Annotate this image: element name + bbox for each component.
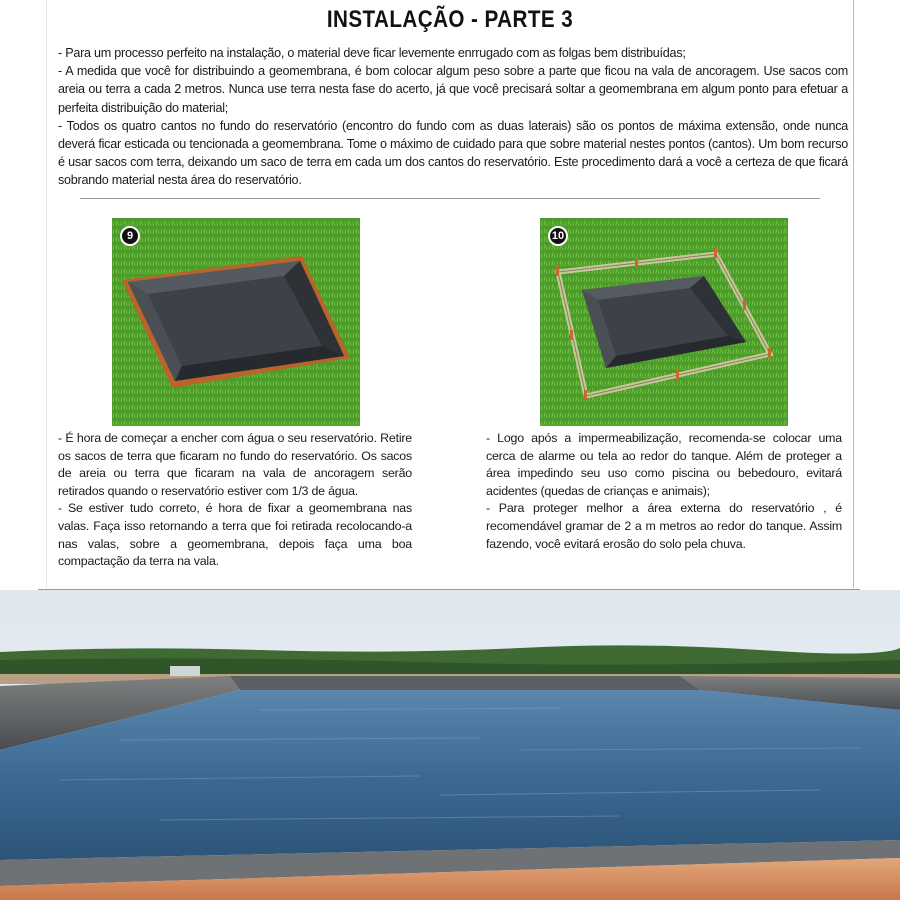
divider-top <box>80 198 820 199</box>
caption-paragraph: - É hora de começar a encher com água o seu reservatório. Retire os sacos de terra que ficaram no fundo do reservatório. Os sacos de areia ou terra que ficaram na vala de ancoragem serão retirados quando o reservatório estiver com 1/3 de água. <box>58 431 412 498</box>
intro-paragraph: - Todos os quatro cantos no fundo do reservatório (encontro do fundo com as duas laterais) são os pontos de máxima extensão, onde nunca deverá ficar esticada ou tencionada a geomembrana. Tome o máximo de cuidado para que sobre material nestes pontos (cantos). Um bom recurso é usar sacos com terra, deixando um saco de terra em cada um dos cantos do reservatório. Este procedimento dará a você a certeza de que ficará sobrando material nesta área do reservatório. <box>58 118 848 188</box>
intro-text <box>58 44 848 190</box>
page-title: INSTALAÇÃO - PARTE 3 <box>326 6 574 33</box>
figure-10-illustration <box>540 218 788 426</box>
figure-9-illustration <box>112 218 360 426</box>
figure-number-badge: 9 <box>120 226 140 246</box>
lined-pit-illustration <box>112 218 360 426</box>
intro-paragraph: - Para um processo perfeito na instalação, o material deve ficar levemente enrrugado com as folgas bem distribuídas; <box>58 46 686 60</box>
reservoir-photo-scene <box>0 590 900 900</box>
fenced-pit-illustration <box>540 218 788 426</box>
figure-10-caption <box>486 430 842 553</box>
figure-9-caption <box>58 430 412 571</box>
caption-paragraph: - Logo após a impermeabilização, recomenda-se colocar uma cerca de alarme ou tela ao redor do tanque. Além de proteger a área impedindo seu uso como piscina ou bebedouro, evitará acidentes (quedas de crianças e animais); <box>486 431 842 498</box>
reservoir-photo <box>0 590 900 900</box>
figure-number-badge: 10 <box>548 226 568 246</box>
caption-paragraph: - Para proteger melhor a área externa do reservatório , é recomendável gramar de 2 a m metros ao redor do tanque. Assim fazendo, você evitará erosão do solo pela chuva. <box>486 501 842 551</box>
caption-paragraph: - Se estiver tudo correto, é hora de fixar a geomembrana nas valas. Faça isso retornando a terra que foi retirada recolocando-a nas valas, sobre a geomembrana, depois faça uma boa compactação da terra na vala. <box>58 501 412 569</box>
intro-paragraph: - A medida que você for distribuindo a geomembrana, é bom colocar algum peso sobre a parte que ficou na vala de ancoragem. Use sacos com areia ou terra a cada 2 metros. Nunca use terra nesta fase do acerto, já que você precisará soltar a geomembrana em algum ponto para efetuar a perfeita distribuição do material; <box>58 64 848 115</box>
